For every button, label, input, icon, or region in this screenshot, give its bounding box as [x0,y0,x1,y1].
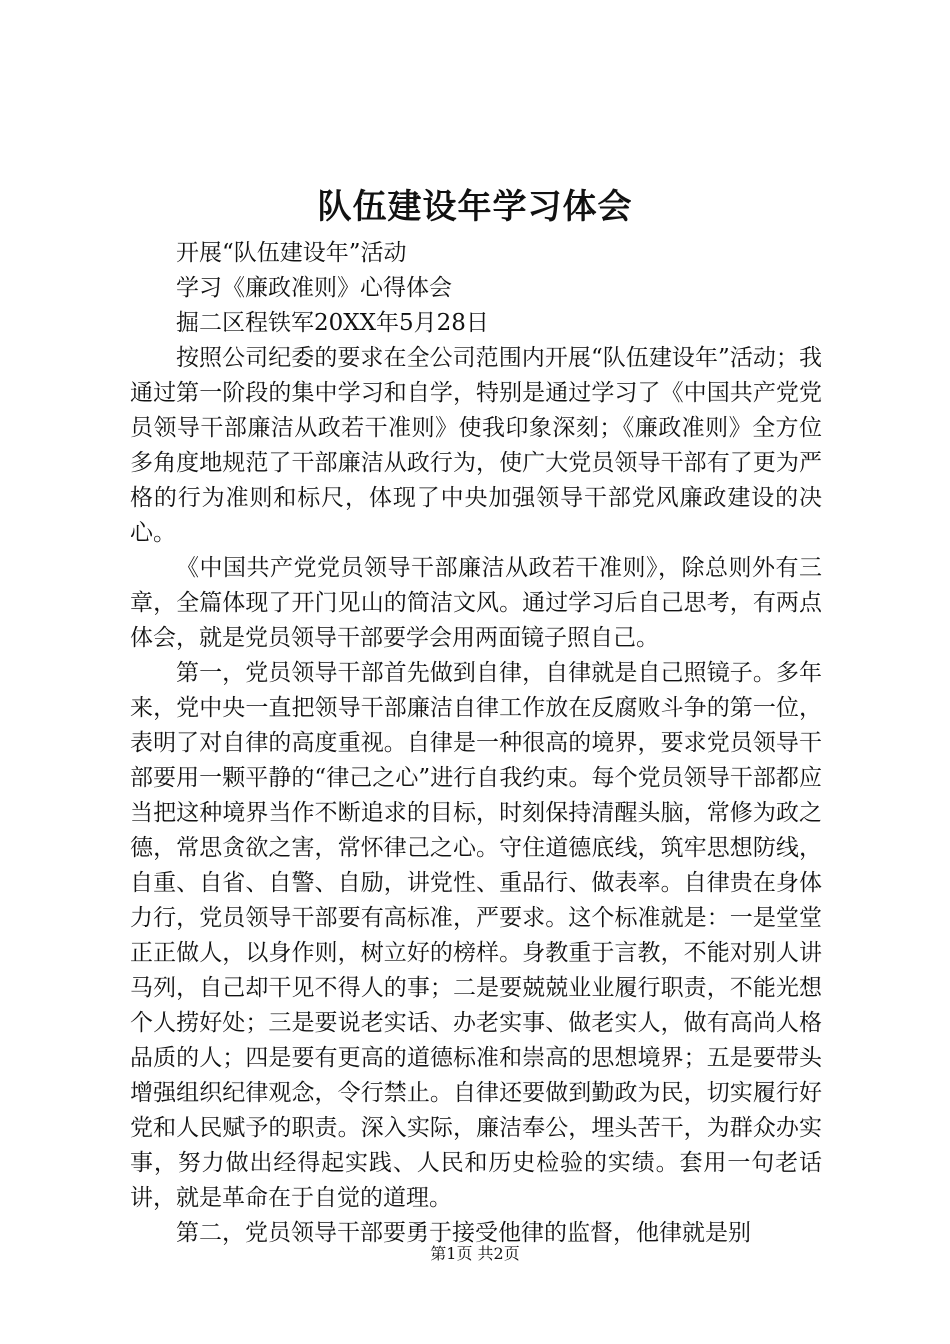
paragraph-subtitle-topic: 学习《廉政准则》心得体会 [176,275,452,301]
page-indicator: 第1页 共2页 [430,1244,520,1263]
paragraph-intro: 按照公司纪委的要求在全公司范围内开展“队伍建设年”活动；我通过第一阶段的集中学习和自学，特别是通过学习了《中国共产党党员领导干部廉洁从政若干准则》使我印象深刻；《廉政准则》全方位多角度地规范了干部廉洁从政行为，使广大党员领导干部有了更为严格的行为准则和标尺，体现了中央加强领导干部党风廉政建设的决心。 [130,345,822,546]
paragraph-overview: 《中国共产党党员领导干部廉洁从政若干准则》，除总则外有三章，全篇体现了开门见山的简洁文风。通过学习后自己思考，有两点体会，就是党员领导干部要学会用两面镜子照自己。 [130,555,822,651]
document-body [130,236,822,1251]
document-title: 队伍建设年学习体会 [317,187,633,227]
paragraph-point-two: 第二，党员领导干部要勇于接受他律的监督，他律就是别 [176,1220,751,1246]
paragraph-author-date: 掘二区程铁军20XX年5月28日 [176,310,489,336]
paragraph-point-one: 第一，党员领导干部首先做到自律，自律就是自己照镜子。多年来，党中央一直把领导干部廉洁自律工作放在反腐败斗争的第一位，表明了对自律的高度重视。自律是一种很高的境界，要求党员领导干部要用一颗平静的“律己之心”进行自我约束。每个党员领导干部都应当把这种境界当作不断追求的目标，时刻保持清醒头脑，常修为政之德，常思贪欲之害，常怀律己之心。守住道德底线，筑牢思想防线，自重、自省、自警、自励，讲党性、重品行、做表率。自律贵在身体力行，党员领导干部要有高标准，严要求。这个标准就是：一是堂堂正正做人，以身作则，树立好的榜样。身教重于言教，不能对别人讲马列，自己却干见不得人的事；二是要兢兢业业履行职责，不能光想个人捞好处；三是要说老实话、办老实事、做老实人，做有高尚人格品质的人；四是要有更高的道德标准和崇高的思想境界；五是要带头增强组织纪律观念，令行禁止。自律还要做到勤政为民，切实履行好党和人民赋予的职责。深入实际，廉洁奉公，埋头苦干，为群众办实事，努力做出经得起实践、人民和历史检验的实绩。套用一句老话讲，就是革命在于自觉的道理。 [130,660,822,1211]
paragraph-subtitle-activity: 开展“队伍建设年”活动 [176,240,407,266]
